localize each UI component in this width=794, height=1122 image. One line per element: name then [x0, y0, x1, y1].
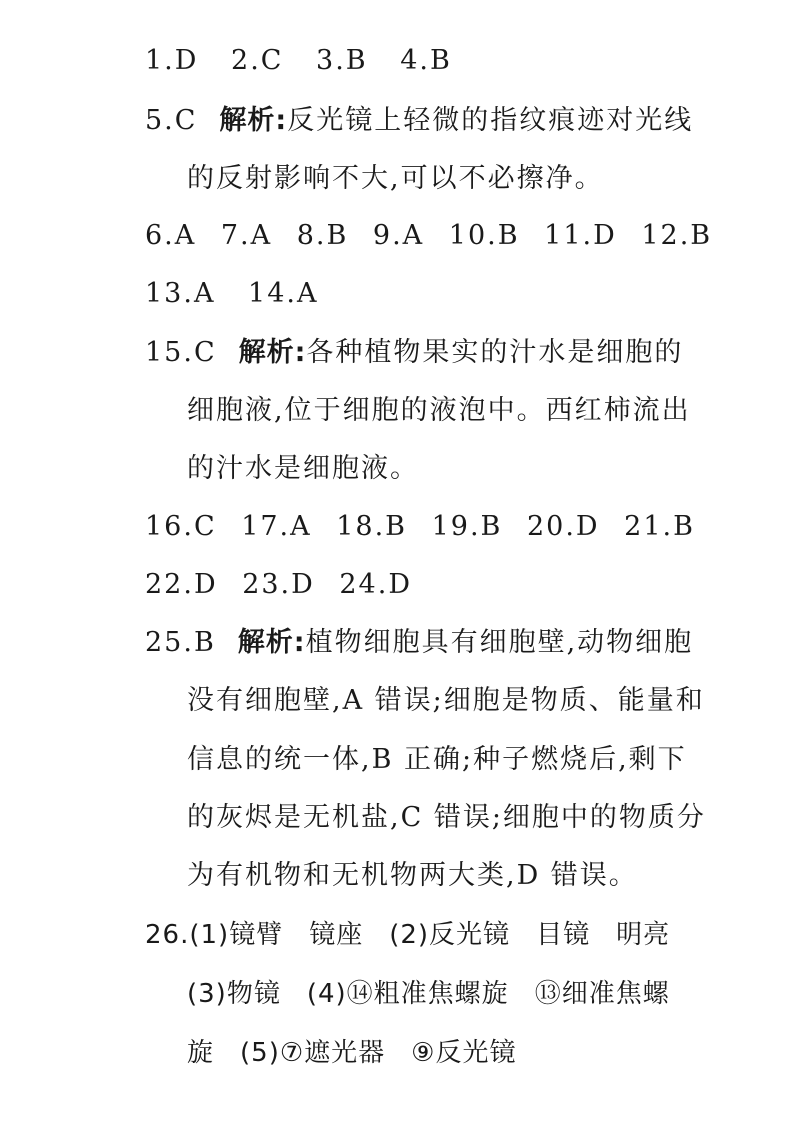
answer-row-16-21: [145, 507, 695, 547]
answer-26-part-6: (3)物镜: [187, 979, 281, 1009]
answer-26-part-11: ⑨反光镜: [411, 1038, 517, 1068]
answer-13: 13.A: [145, 278, 216, 309]
answer-4: 4.B: [400, 45, 452, 76]
answer-3: 3.B: [316, 45, 368, 76]
answer-row-22-24: [145, 565, 412, 605]
answer-26-part-2: 镜座: [309, 920, 364, 950]
analysis-label: 解析:: [219, 105, 288, 136]
answer-15-continuation-2: [187, 449, 419, 489]
answer-19: 19.B: [431, 511, 503, 542]
answer-15-line-2: 细胞液,位于细胞的液泡中。西红柿流出: [187, 395, 691, 426]
answer-25-line-4: 的灰烬是无机盐,C 错误;细胞中的物质分: [187, 802, 706, 833]
answer-22: 22.D: [145, 569, 218, 600]
answer-26-continuation-1: [187, 974, 670, 1014]
answer-5-line-2: 的反射影响不大,可以不必擦净。: [187, 163, 604, 194]
answer-24: 24.D: [339, 569, 412, 600]
answer-11: 11.D: [544, 220, 617, 251]
answer-26-number: 26.: [145, 920, 190, 950]
answer-15-line-3: 的汁水是细胞液。: [187, 453, 419, 484]
answer-26-part-4: 目镜: [536, 920, 591, 950]
answer-5-continuation: [187, 159, 604, 199]
answer-25-line-3: 信息的统一体,B 正确;种子燃烧后,剩下: [187, 744, 687, 775]
answer-row-1-4: [145, 41, 452, 81]
answer-17: 17.A: [241, 511, 312, 542]
answer-26-part-3: (2)反光镜: [389, 920, 511, 950]
answer-6: 6.A: [145, 220, 197, 251]
answer-12: 12.B: [641, 220, 713, 251]
answer-26-part-10: (5)⑦遮光器: [240, 1038, 386, 1068]
answer-23: 23.D: [242, 569, 315, 600]
answer-20: 20.D: [526, 511, 600, 542]
analysis-label: 解析:: [237, 627, 306, 658]
answer-26-part-9: 旋: [187, 1038, 215, 1068]
answer-5-line-1: 反光镜上轻微的指纹痕迹对光线: [287, 105, 694, 136]
answer-25-continuation-1: [187, 681, 705, 721]
answer-26-part-7: (4)⑭粗准焦螺旋: [306, 979, 509, 1009]
answer-5: [145, 101, 693, 141]
answer-1: 1.D: [145, 45, 199, 76]
answer-2: 2.C: [231, 45, 284, 76]
answer-26-part-1: (1)镜臂: [189, 920, 284, 950]
answer-18: 18.B: [336, 511, 408, 542]
answer-14: 14.A: [248, 278, 319, 309]
answer-25-continuation-3: [187, 798, 706, 838]
answer-row-6-12: [145, 216, 712, 256]
answer-16: 16.C: [145, 511, 217, 542]
answer-row-13-14: [145, 274, 318, 314]
answer-25: [145, 623, 693, 663]
answer-15-number: 15.C: [145, 337, 217, 368]
answer-26-continuation-2: [187, 1033, 516, 1073]
answer-25-number: 25.B: [145, 627, 216, 658]
answer-15: [145, 333, 683, 373]
answer-26-part-8: ⑬细准焦螺: [534, 979, 670, 1009]
answer-26-part-5: 明亮: [616, 920, 671, 950]
answer-15-continuation-1: [187, 391, 691, 431]
answer-25-line-1: 植物细胞具有细胞壁,动物细胞: [305, 627, 694, 658]
answer-25-line-5: 为有机物和无机物两大类,D 错误。: [187, 860, 638, 891]
answer-8: 8.B: [296, 220, 349, 251]
answer-25-continuation-2: [187, 740, 687, 780]
answer-15-line-1: 各种植物果实的汁水是细胞的: [306, 337, 684, 368]
answer-7: 7.A: [220, 220, 273, 251]
answer-10: 10.B: [448, 220, 520, 251]
answer-5-number: 5.C: [145, 105, 198, 136]
answer-25-continuation-4: [187, 856, 638, 896]
answer-9: 9.A: [372, 220, 425, 251]
analysis-label: 解析:: [238, 337, 307, 368]
answer-26: [145, 915, 670, 955]
answer-21: 21.B: [624, 511, 695, 542]
answer-25-line-2: 没有细胞壁,A 错误;细胞是物质、能量和: [187, 685, 705, 716]
